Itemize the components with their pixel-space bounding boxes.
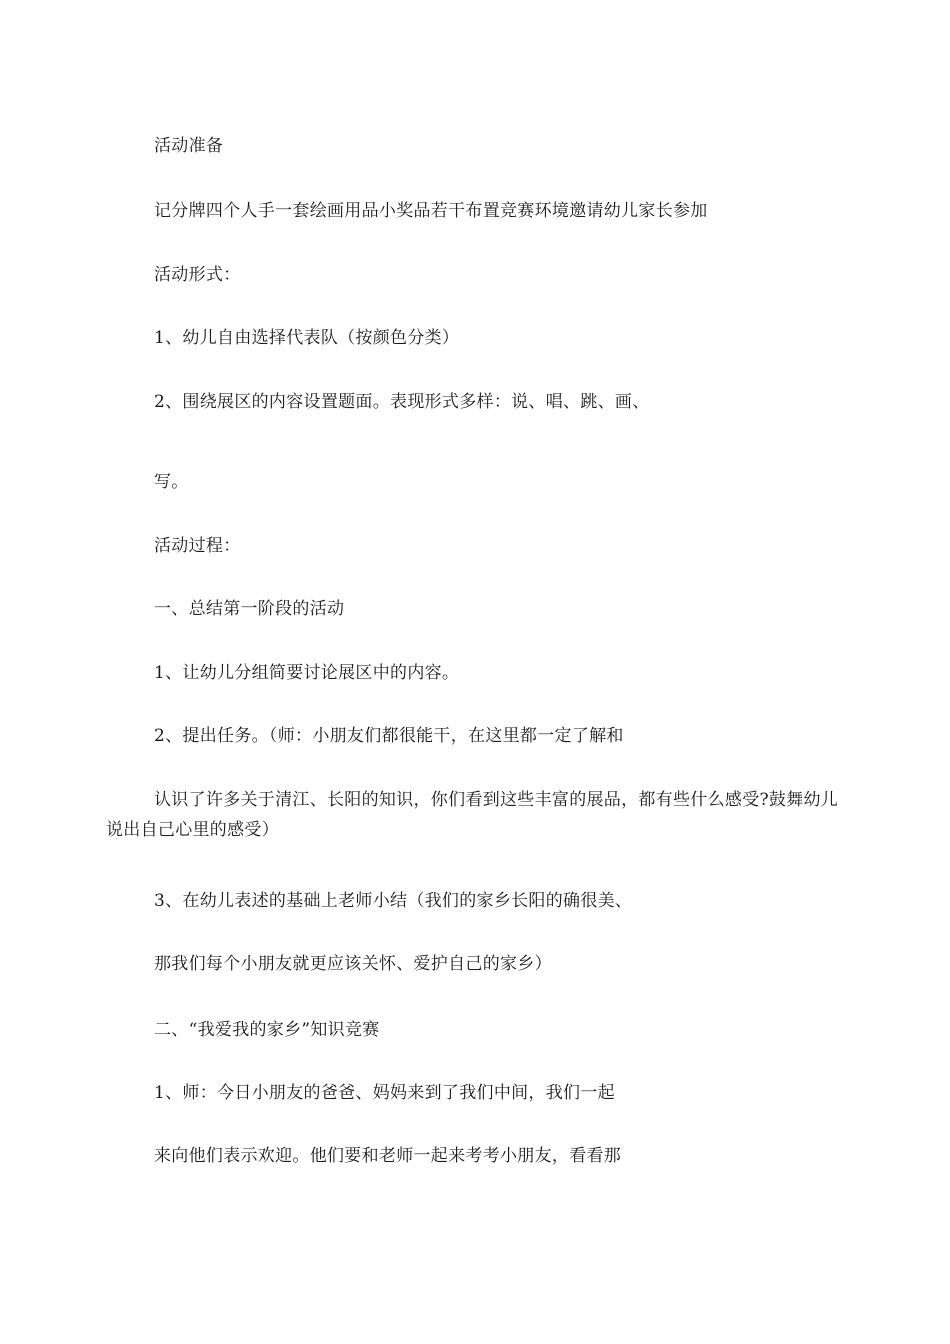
paragraph-section-2: 二、“我爱我的家乡”知识竞赛 bbox=[154, 1020, 380, 1040]
paragraph-heading-preparation: 活动准备 bbox=[154, 136, 224, 156]
paragraph-section-2-item-1-cont: 来向他们表示欢迎。他们要和老师一起来考考小朋友，看看那 bbox=[154, 1146, 622, 1166]
paragraph-section-1-item-2-cont-text: 认识了许多关于清江、长阳的知识，你们看到这些丰富的展品，都有些什么感受?鼓舞幼儿说出自己心里的感受） bbox=[106, 790, 839, 840]
paragraph-format-item-1: 1、幼儿自由选择代表队（按颜色分类） bbox=[154, 328, 460, 348]
paragraph-heading-format: 活动形式： bbox=[154, 265, 241, 285]
paragraph-materials: 记分牌四个人手一套绘画用品小奖品若干布置竞赛环境邀请幼儿家长参加 bbox=[154, 201, 708, 221]
paragraph-format-item-2-cont: 写。 bbox=[154, 472, 189, 492]
paragraph-section-1-item-1: 1、让幼儿分组简要讨论展区中的内容。 bbox=[154, 663, 460, 683]
paragraph-section-1-item-3-cont: 那我们每个小朋友就更应该关怀、爱护自己的家乡） bbox=[154, 954, 552, 974]
paragraph-section-1: 一、总结第一阶段的活动 bbox=[154, 599, 345, 619]
paragraph-section-1-item-2-cont bbox=[106, 785, 841, 845]
paragraph-section-1-item-2: 2、提出任务。（师：小朋友们都很能干，在这里都一定了解和 bbox=[154, 726, 624, 746]
paragraph-format-item-2: 2、围绕展区的内容设置题面。表现形式多样：说、唱、跳、画、 bbox=[154, 392, 650, 412]
paragraph-section-1-item-3: 3、在幼儿表述的基础上老师小结（我们的家乡长阳的确很美、 bbox=[154, 891, 633, 911]
paragraph-section-2-item-1: 1、师：今日小朋友的爸爸、妈妈来到了我们中间，我们一起 bbox=[154, 1083, 615, 1103]
paragraph-heading-process: 活动过程： bbox=[154, 536, 241, 556]
